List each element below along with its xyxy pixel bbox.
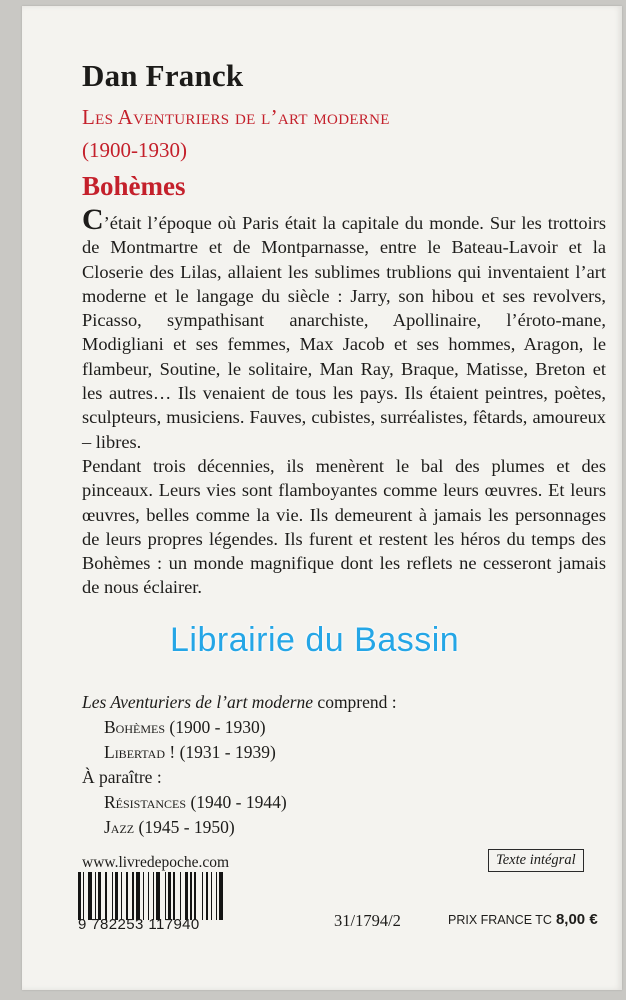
barcode-bar bbox=[83, 872, 84, 920]
barcode-bar bbox=[153, 872, 154, 920]
barcode-digits: 9 782253 117940 bbox=[78, 916, 200, 933]
barcode-bar bbox=[126, 872, 129, 920]
barcode-bar bbox=[132, 872, 133, 920]
list-item bbox=[82, 715, 602, 740]
barcode-bar bbox=[143, 872, 144, 920]
price bbox=[448, 911, 598, 928]
barcode-bar bbox=[112, 872, 113, 920]
barcode-bar bbox=[95, 872, 96, 920]
barcode-bar bbox=[78, 872, 81, 920]
barcode-bar bbox=[165, 872, 166, 920]
barcode-bar bbox=[219, 872, 223, 920]
barcode-bar bbox=[148, 872, 149, 920]
texte-integral-badge: Texte intégral bbox=[488, 849, 584, 872]
barcode-bar bbox=[168, 872, 171, 920]
volume-years: (1940 - 1944) bbox=[190, 792, 287, 812]
list-item bbox=[82, 740, 602, 765]
volume-name: Bohèmes bbox=[104, 717, 166, 737]
barcode-bar bbox=[190, 872, 191, 920]
blurb-paragraph-1 bbox=[82, 203, 606, 454]
barcode-bar bbox=[98, 872, 101, 920]
series-list-intro-rest: comprend : bbox=[313, 692, 397, 712]
barcode-bar bbox=[115, 872, 118, 920]
price-value: 8,00 € bbox=[555, 911, 598, 928]
barcode-bar bbox=[173, 872, 174, 920]
series-years: (1900-1930) bbox=[82, 138, 187, 162]
series-title: Les Aventuriers de l’art moderne bbox=[82, 105, 390, 129]
barcode-bar bbox=[88, 872, 92, 920]
volume-years: (1945 - 1950) bbox=[138, 817, 235, 837]
volume-name: Résistances bbox=[104, 792, 187, 812]
barcode-bar bbox=[202, 872, 203, 920]
isbn-barcode bbox=[78, 872, 264, 932]
author-name: Dan Franck bbox=[82, 58, 244, 93]
barcode-bar bbox=[185, 872, 188, 920]
list-item bbox=[82, 815, 602, 840]
blurb-text-1: ’était l’époque où Paris était la capitale du monde. Sur les trottoirs de Montmartre et de Montparnasse, entre le Bateau-Lavoir et la Closerie des Lilas, allaient les sublimes trublions qui inventaient l’art moderne et le langage du siècle : Jarry, son hibou et ses revolvers, Picasso, sympathisant anarchiste, Apollinaire, l’éroto-mane, Modigliani et ses femmes, Max Jacob et ses hommes, Aragon, le flambeur, Soutine, le solitaire, Man Ray, Braque, Matisse, Breton et les autres… Ils venaient de tous les pays. Ils étaient peintres, poètes, sculpteurs, musiciens. Fauves, cubistes, surréalistes, fêtards, amoureux – libres. bbox=[82, 213, 606, 452]
blurb bbox=[82, 203, 606, 600]
book-title: Bohèmes bbox=[82, 171, 186, 201]
volume-years: (1900 - 1930) bbox=[169, 717, 266, 737]
volume-name: Jazz bbox=[104, 817, 135, 837]
bookstore-watermark: Librairie du Bassin bbox=[170, 621, 460, 659]
barcode-bar bbox=[121, 872, 122, 920]
list-item bbox=[82, 790, 602, 815]
barcode-bar bbox=[156, 872, 160, 920]
upcoming-label: À paraître : bbox=[82, 767, 162, 787]
barcode-bar bbox=[194, 872, 197, 920]
series-list-intro bbox=[82, 690, 602, 715]
price-label: PRIX FRANCE TC bbox=[448, 913, 552, 927]
barcode-bar bbox=[216, 872, 217, 920]
barcode-bar bbox=[211, 872, 212, 920]
barcode-bar bbox=[136, 872, 140, 920]
series-list bbox=[82, 690, 602, 840]
series-list-intro-title: Les Aventuriers de l’art moderne bbox=[82, 692, 314, 712]
barcode-bar bbox=[206, 872, 209, 920]
blurb-paragraph-2: Pendant trois décennies, ils menèrent le bal des plumes et des pinceaux. Leurs vies sont flamboyantes comme leurs œuvres. Et leurs œuvres, belles comme la vie. Ils demeurent à jamais les personnages de leurs propres légendes. Ils furent et restent les héros du temps des Bohèmes : un monde magnifique dont les reflets ne cesseront jamais de nous éclairer. bbox=[82, 455, 606, 598]
publisher-url: www.livredepoche.com bbox=[82, 854, 230, 871]
barcode-bar bbox=[180, 872, 181, 920]
catalog-number: 31/1794/2 bbox=[334, 911, 401, 930]
volume-years: (1931 - 1939) bbox=[179, 742, 276, 762]
back-cover bbox=[22, 6, 622, 990]
barcode-bar bbox=[105, 872, 106, 920]
volume-name: Libertad ! bbox=[104, 742, 176, 762]
drop-cap: C bbox=[82, 203, 104, 236]
